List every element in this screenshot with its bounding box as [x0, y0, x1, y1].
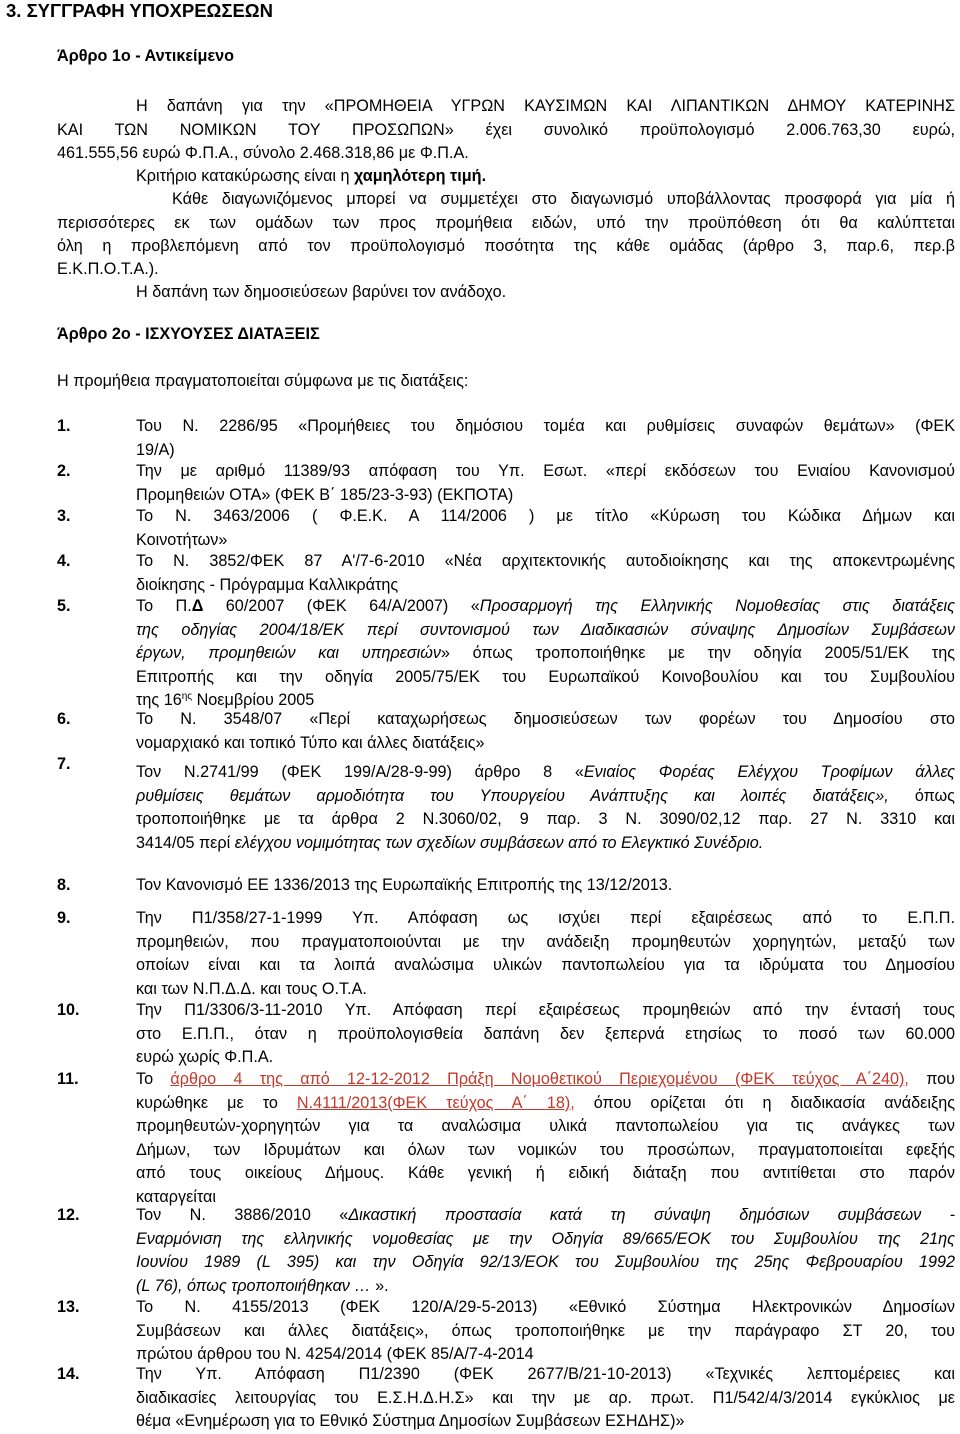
list-item: Το Ν. 4155/2013 (ΦΕΚ 120/Α/29-5-2013) «Εθνικό Σύστημα Ηλεκτρονικών Δημοσίων Συμβάσεων και άλλες διατάξεις», όπως τροποποιήθηκε με την παράγραφο ΣΤ 20, του πρώτου άρθρου του Ν. 4254/2014 (ΦΕΚ 85/Α/7-4-2014	[136, 1298, 955, 1363]
list-item-number: 3.	[57, 507, 71, 525]
law-4111-link[interactable]: Ν.4111/2013(ΦΕΚ τεύχος Α΄ 18),	[296, 1093, 575, 1112]
list-item: Την Π1/3306/3-11-2010 Υπ. Απόφαση περί εξαιρέσεως προμηθειών από την έντασή τους στο Ε.Π.Π., όταν η προϋπολογισθεία δαπάνη δεν ξεπερνά ετησίως το ποσό των 60.000 ευρώ χωρίς Φ.Π.Α.	[136, 1001, 955, 1066]
article-1-p1-line3: 461.555,56 ευρώ Φ.Π.Α., σύνολο 2.468.318,86 με Φ.Π.Α.	[57, 144, 469, 162]
list-item-number: 10.	[57, 1001, 80, 1019]
law-article-link[interactable]: άρθρο 4 της από 12-12-2012 Πράξη Νομοθετικού Περιεχομένου (ΦΕΚ τεύχος Α΄240),	[170, 1070, 909, 1088]
list-item-number: 9.	[57, 909, 71, 927]
list-item: Το άρθρο 4 της από 12-12-2012 Πράξη Νομοθετικού Περιεχομένου (ΦΕΚ τεύχος Α΄240), που κυρώθηκε με το Ν.4111/2013(ΦΕΚ τεύχος Α΄ 18), όπου ορίζεται ότι η διαδικασία ανάδειξης προμηθευτών-χορηγητών για τα αναλώσιμα υλικά παντοπωλείου για τις ανάγκες των Δήμων, των Ιδρυμάτων και όλων των νομικών του προσώπων, πραγματοποιείται εφεξής από τους οικείους Δήμους. Κάθε γενική ή ειδική διάταξη που αντιτίθεται στο παρόν καταργείται	[136, 1070, 956, 1206]
list-item-number: 1.	[57, 417, 71, 435]
section-title: 3. ΣΥΓΓΡΑΦΗ ΥΠΟΧΡΕΩΣΕΩΝ	[6, 0, 274, 21]
article-1-criterion	[136, 165, 486, 189]
list-item-number: 12.	[57, 1206, 80, 1224]
list-item: Την με αριθμό 11389/93 απόφαση του Υπ. Εσωτ. «περί εκδόσεων του Ενιαίου Κανονισμού Προμηθειών ΟΤΑ» (ΦΕΚ Β΄ 185/23-3-93) (ΕΚΠΟΤΑ)	[136, 462, 955, 504]
list-item: Το Ν. 3852/ΦΕΚ 87 Α'/7-6-2010 «Νέα αρχιτεκτονικής αυτοδιοίκησης και της αποκεντρωμένης διοίκησης - Πρόγραμμα Καλλικράτης	[136, 552, 955, 594]
list-item-number: 14.	[57, 1365, 80, 1383]
article-1-p2-line2: περισσότερες εκ των ομάδων των προς προμήθεια ειδών, υπό την προϋπόθεση ότι θα καλύπτεται	[57, 214, 955, 232]
list-item: Τον Ν. 3886/2010 «Δικαστική προστασία κατά τη σύναψη δημόσιων συμβάσεων - Εναρμόνιση της ελληνικής νομοθεσίας με την Οδηγία 89/665/ΕΟΚ του Συμβουλίου της 21ης Ιουνίου 1989 (L 395) και την Οδηγία 92/13/ΕΟΚ του Συμβουλίου της 25ης Φεβρουαρίου 1992 (L 76), όπως τροποποιήθηκαν … ».	[136, 1206, 956, 1295]
list-item-number: 13.	[57, 1298, 80, 1316]
list-item-number: 8.	[57, 876, 71, 894]
list-item-number: 2.	[57, 462, 71, 480]
list-item-number: 11.	[57, 1070, 79, 1088]
article-1-heading: Άρθρο 1ο - Αντικείμενο	[57, 47, 235, 65]
article-2-heading: Άρθρο 2ο - ΙΣΧΥΟΥΣΕΣ ΔΙΑΤΑΞΕΙΣ	[57, 325, 320, 343]
article-1-p2-line1: Κάθε διαγωνιζόμενος μπορεί να συμμετέχει στο διαγωνισμό υποβάλλοντας προσφορά για μία ή	[172, 190, 955, 208]
list-item-number: 4.	[57, 552, 71, 570]
criterion-text: Κριτήριο κατακύρωσης είναι η	[136, 167, 350, 185]
list-item-number: 7.	[57, 755, 71, 773]
criterion-bold: χαμηλότερη τιμή.	[354, 167, 487, 185]
list-item: Το Ν. 3548/07 «Περί καταχωρήσεως δημοσιεύσεων των φορέων του Δημοσίου στο νομαρχιακό και τοπικό Τύπο και άλλες διατάξεις»	[136, 710, 955, 752]
article-2-intro: Η προμήθεια πραγματοποιείται σύμφωνα με τις διατάξεις:	[57, 372, 469, 390]
list-item: Το Π.Δ 60/2007 (ΦΕΚ 64/Α/2007) «Προσαρμογή της Ελληνικής Νομοθεσίας στις διατάξεις της οδηγίας 2004/18/ΕΚ περί συντονισμού των Διαδικασιών σύναψης Δημοσίων Συμβάσεων έργων, προμηθειών και υπηρεσιών» όπως τροποποιήθηκε με την οδηγία 2005/51/ΕΚ της Επιτροπής και την οδηγία 2005/75/ΕΚ του Ευρωπαϊκού Κοινοβουλίου και του Συμβουλίου της $16^{\eta\varsigma}$ Νοεμβρίου 2005	[136, 597, 956, 709]
list-item: Την Υπ. Απόφαση Π1/2390 (ΦΕΚ 2677/Β/21-10-2013) «Τεχνικές λεπτομέρειες και διαδικασίες λειτουργίας του Ε.Σ.Η.Δ.Η.Σ» και την με αρ. πρωτ. Π1/542/4/3/2014 εγκύκλιος με θέμα «Ενημέρωση για το Εθνικό Σύστημα Δημοσίων Συμβάσεων ΕΣΗΔΗΣ)»	[136, 1365, 955, 1430]
list-item: Του Ν. 2286/95 «Προμήθειες του δημόσιου τομέα και ρυθμίσεις συναφών θεμάτων» (ΦΕΚ 19/Α)	[136, 417, 955, 459]
article-1-p3: Η δαπάνη των δημοσιεύσεων βαρύνει τον ανάδοχο.	[136, 283, 507, 301]
article-1-p2-line3: όλη η προβλεπόμενη από τον προϋπολογισμό ποσότητα της κάθε ομάδας (άρθρο 3, παρ.6, περ.β	[57, 237, 955, 255]
list-item-number: 5.	[57, 597, 71, 615]
article-1-p1-line1: Η δαπάνη για την «ΠΡΟΜΗΘΕΙΑ ΥΓΡΩΝ ΚΑΥΣΙΜΩΝ ΚΑΙ ΛΙΠΑΝΤΙΚΩΝ ΔΗΜΟΥ ΚΑΤΕΡΙΝΗΣ	[136, 97, 955, 115]
list-item: Το Ν. 3463/2006 ( Φ.Ε.Κ. Α 114/2006 ) με τίτλο «Κύρωση του Κώδικα Δήμων και Κοινοτήτων»	[136, 507, 955, 549]
list-item-number: 6.	[57, 710, 71, 728]
article-1-p2-line4: Ε.Κ.Π.Ο.Τ.Α.).	[57, 260, 159, 278]
list-item: Την Π1/358/27-1-1999 Υπ. Απόφαση ως ισχύει περί εξαιρέσεως από το Ε.Π.Π. προμηθειών, που πραγματοποιούνται με την ανάδειξη προμηθευτών χορηγητών, μεταξύ των οποίων είναι και τα λοιπά αναλώσιμα υλικών παντοπωλείου για τα ιδρύματα του Δημοσίου και των Ν.Π.Δ.Δ. και τους Ο.Τ.Α.	[136, 909, 955, 998]
list-item: Τον Ν.2741/99 (ΦΕΚ 199/Α/28-9-99) άρθρο 8 «Ενιαίος Φορέας Ελέγχου Τροφίμων άλλες ρυθμίσεις θεμάτων αρμοδιότητα του Υπουργείου Ανάπτυξης και λοιπές διατάξεις», όπως τροποποιήθηκε με τα άρθρα 2 Ν.3060/02, 9 παρ. 3 Ν. 3090/02,12 παρ. 27 Ν. 3310 και 3414/05 περί ελέγχου νομιμότητας των σχεδίων συμβάσεων από το Ελεγκτικό Συνέδριο.	[136, 763, 956, 852]
list-item: Τον Κανονισμό ΕΕ 1336/2013 της Ευρωπαϊκής Επιτροπής της 13/12/2013.	[136, 876, 673, 894]
article-1-p1-line2: ΚΑΙ ΤΩΝ ΝΟΜΙΚΩΝ ΤΟΥ ΠΡΟΣΩΠΩΝ» έχει συνολικό προϋπολογισμό 2.006.763,30 ευρώ,	[57, 121, 955, 139]
